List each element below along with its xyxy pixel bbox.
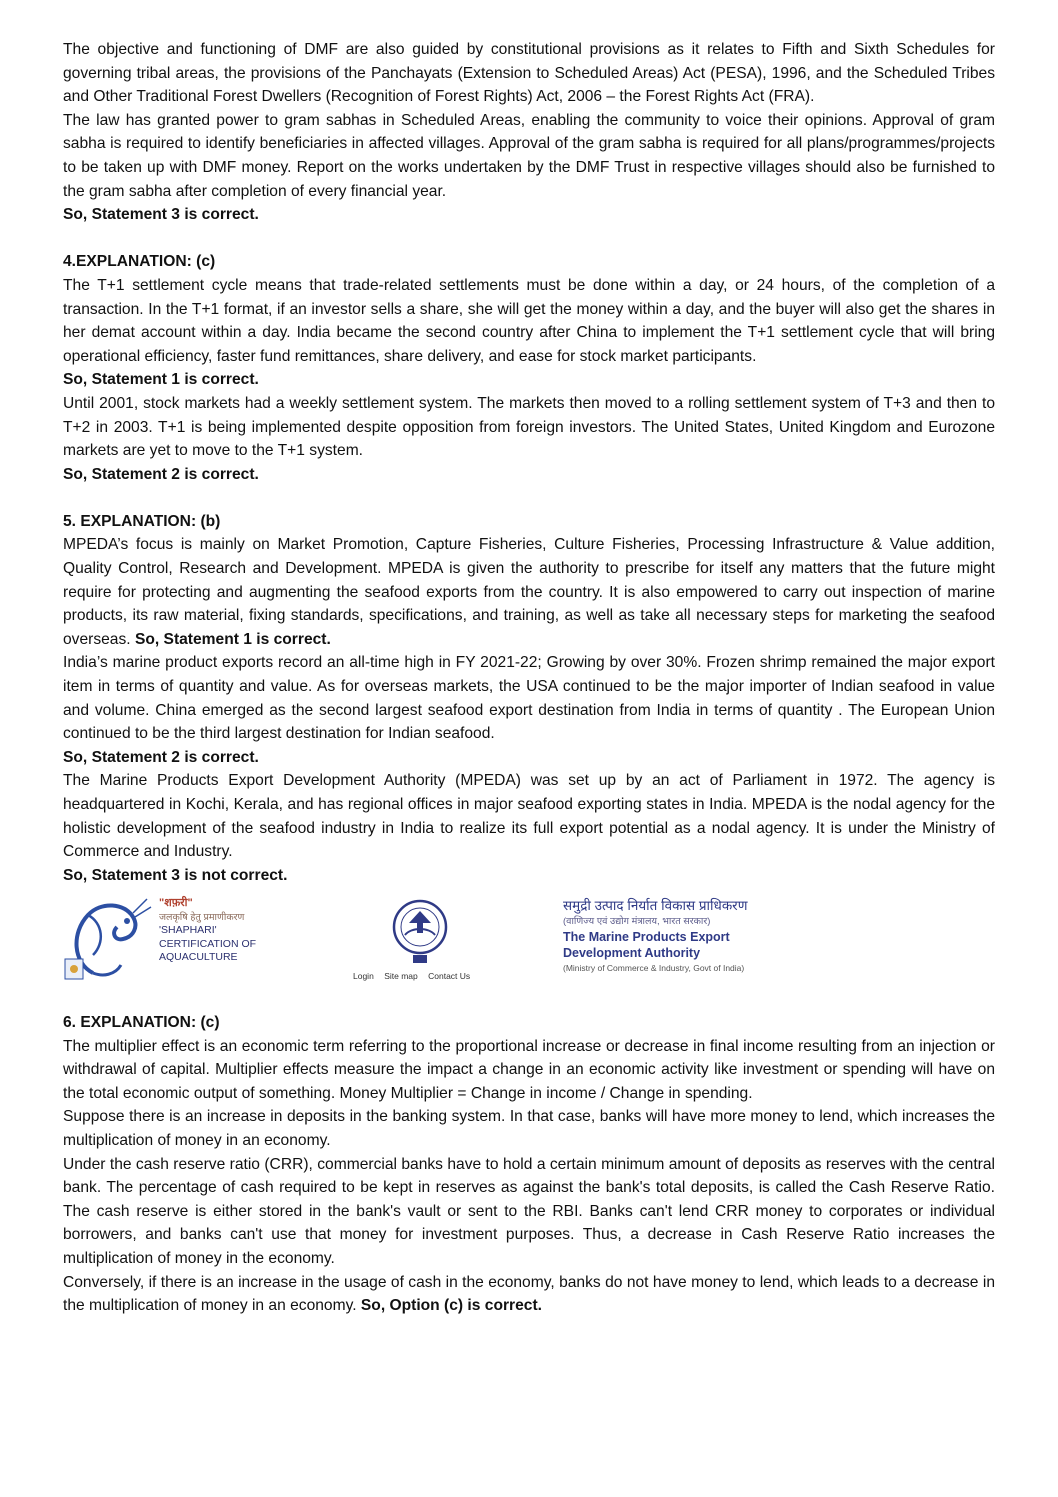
mpeda-title-block [563, 897, 803, 987]
mpeda-hindi-subtitle: (वाणिज्य एवं उद्योग मंत्रालय, भारत सरकार) [563, 916, 711, 928]
paragraph-q6-deposits: Suppose there is an increase in deposits in the banking system. In that case, banks will have more money to lend, which increases the multiplication of money in an economy. [63, 1108, 995, 1149]
document-page [63, 38, 995, 1318]
shaphari-hindi-title: "शफ़री" [159, 897, 193, 910]
verdict-q5-statement-2: So, Statement 2 is correct. [63, 748, 259, 766]
heading-q6: 6. EXPLANATION: (c) [63, 1013, 220, 1031]
heading-q5: 5. EXPLANATION: (b) [63, 512, 221, 530]
spacer [63, 227, 995, 251]
mpeda-ministry-line: (Ministry of Commerce & Industry, Govt of India) [563, 963, 745, 974]
paragraph-q6-conclusion [63, 1271, 995, 1318]
mpeda-english-line-2: Development Authority [563, 946, 701, 961]
mpeda-hindi-title: समुद्री उत्पाद निर्यात विकास प्राधिकरण [563, 898, 748, 914]
verdict-q5-statement-1: So, Statement 1 is correct. [134, 630, 331, 648]
spacer [63, 486, 995, 510]
paragraph-q5-mpeda-setup: The Marine Products Export Development Authority (MPEDA) was set up by an act of Parliament in 1972. The agency is headquartered in Kochi, Kerala, and has regional offices in major seafood exporting states in India. MPEDA is the nodal agency for the holistic development of the seafood industry in India to realize its full export potential as a nodal agency. It is under the Ministry of Commerce and Industry. [63, 772, 995, 861]
shaphari-hindi-subtitle: जलकृषि हेतु प्रमाणीकरण [159, 911, 245, 923]
paragraph-q6-conclusion-text: Conversely, if there is an increase in the usage of cash in the economy, banks do not have money to lend, which leads to a decrease in the multiplication of money in an economy. [63, 1273, 995, 1315]
heading-q4: 4.EXPLANATION: (c) [63, 253, 216, 271]
paragraph-q5-exports: India’s marine product exports record an all-time high in FY 2021-22; Growing by over 30%. Frozen shrimp remained the major export item in terms of quantity and value. As for overseas markets, the USA continued to be the major importer of Indian seafood in value and volume. China emerged as the second largest seafood export destination from India in terms of quantity . The European Union continued to be the third largest destination for Indian seafood. [63, 654, 995, 743]
verdict-q6-option-c: So, Option (c) is correct. [360, 1297, 542, 1315]
shaphari-line-1: 'SHAPHARI' [159, 924, 217, 937]
shaphari-text [159, 897, 256, 965]
shrimp-icon [63, 893, 155, 983]
contact-us-link: Contact Us [428, 971, 471, 982]
shaphari-line-3: AQUACULTURE [159, 951, 238, 964]
paragraph-q5-mpeda-focus-text: MPEDA’s focus is mainly on Market Promotion, Capture Fisheries, Culture Fisheries, Processing Infrastructure & Value addition, Quality Control, Research and Development. MPEDA is given the authority to prescribe for itself any matters that the future might require for protecting and augmenting the seafood exports from the country. It is also empowered to carry out inspection of marine products, its raw material, fixing standards, specifications, and training, as well as take all necessary steps for marketing the seafood overseas. [63, 536, 995, 648]
seal-links [353, 971, 478, 981]
paragraph-q6-crr: Under the cash reserve ratio (CRR), commercial banks have to hold a certain minimum amount of deposits as reserves with the central bank. The percentage of cash required to be kept in reserves as against the bank's total deposits, is called the Cash Reserve Ratio. The cash reserve is either stored in the bank's vault or sent to the RBI. Banks can't lend CRR money to corporates or individual borrowers, and banks can't use that money for investment purposes. Thus, a decrease in Cash Reserve Ratio increases the multiplication of money in the economy. [63, 1155, 995, 1267]
paragraph-q5-mpeda-focus [63, 533, 995, 651]
spacer [63, 987, 995, 1011]
login-link: Login [353, 971, 374, 982]
paragraph-gram-sabha: The law has granted power to gram sabhas in Scheduled Areas, enabling the community to voice their opinions. Approval of gram sabha is required to identify beneficiaries in affected villages. Approval of the gram sabha is required for all plans/programmes/projects to be taken up with DMF money. Report on the works undertaken by the DMF Trust in respective villages should also be furnished to the gram sabha after completion of every financial year. [63, 111, 995, 200]
paragraph-q4-history: Until 2001, stock markets had a weekly settlement system. The markets then moved to a rolling settlement system of T+3 and then to T+2 in 2003. T+1 is being implemented despite opposition from foreign investors. The United States, United Kingdom and Eurozone markets are yet to move to the T+1 system. [63, 394, 995, 460]
mpeda-english-line-1: The Marine Products Export [563, 930, 730, 945]
mpeda-seal [353, 897, 493, 987]
verdict-statement-3: So, Statement 3 is correct. [63, 206, 259, 224]
paragraph-q6-multiplier: The multiplier effect is an economic term referring to the proportional increase or decrease in final income resulting from an injection or withdrawal of capital. Multiplier effects measure the impact a change in an economic activity like investment or spending will have on the total economic output of something. Money Multiplier = Change in income / Change in spending. [63, 1037, 995, 1102]
verdict-q4-statement-1: So, Statement 1 is correct. [63, 371, 259, 389]
paragraph-q4-t1: The T+1 settlement cycle means that trade-related settlements must be done within a day, or 24 hours, of the completion of a transaction. In the T+1 format, if an investor sells a share, she will get the money within a day, and the buyer will also get the shares in her demat account within a day. India became the second country after China to implement the T+1 settlement cycle that will bring operational efficiency, faster fund remittances, share delivery, and ease for stock market participants. [63, 276, 995, 365]
shaphari-logo [63, 893, 293, 985]
emblem-icon [391, 897, 449, 965]
shaphari-line-2: CERTIFICATION OF [159, 937, 257, 950]
verdict-q5-statement-3: So, Statement 3 is not correct. [63, 866, 288, 884]
site-map-link: Site map [384, 971, 418, 982]
logo-strip [63, 891, 995, 987]
paragraph-dmf-constitution: The objective and functioning of DMF are also guided by constitutional provisions as it relates to Fifth and Sixth Schedules for governing tribal areas, the provisions of the Panchayats (Extension to Scheduled Areas) Act (PESA), 1996, and the Scheduled Tribes and Other Traditional Forest Dwellers (Recognition of Forest Rights) Act, 2006 – the Forest Rights Act (FRA). [63, 41, 995, 106]
verdict-q4-statement-2: So, Statement 2 is correct. [63, 465, 259, 483]
